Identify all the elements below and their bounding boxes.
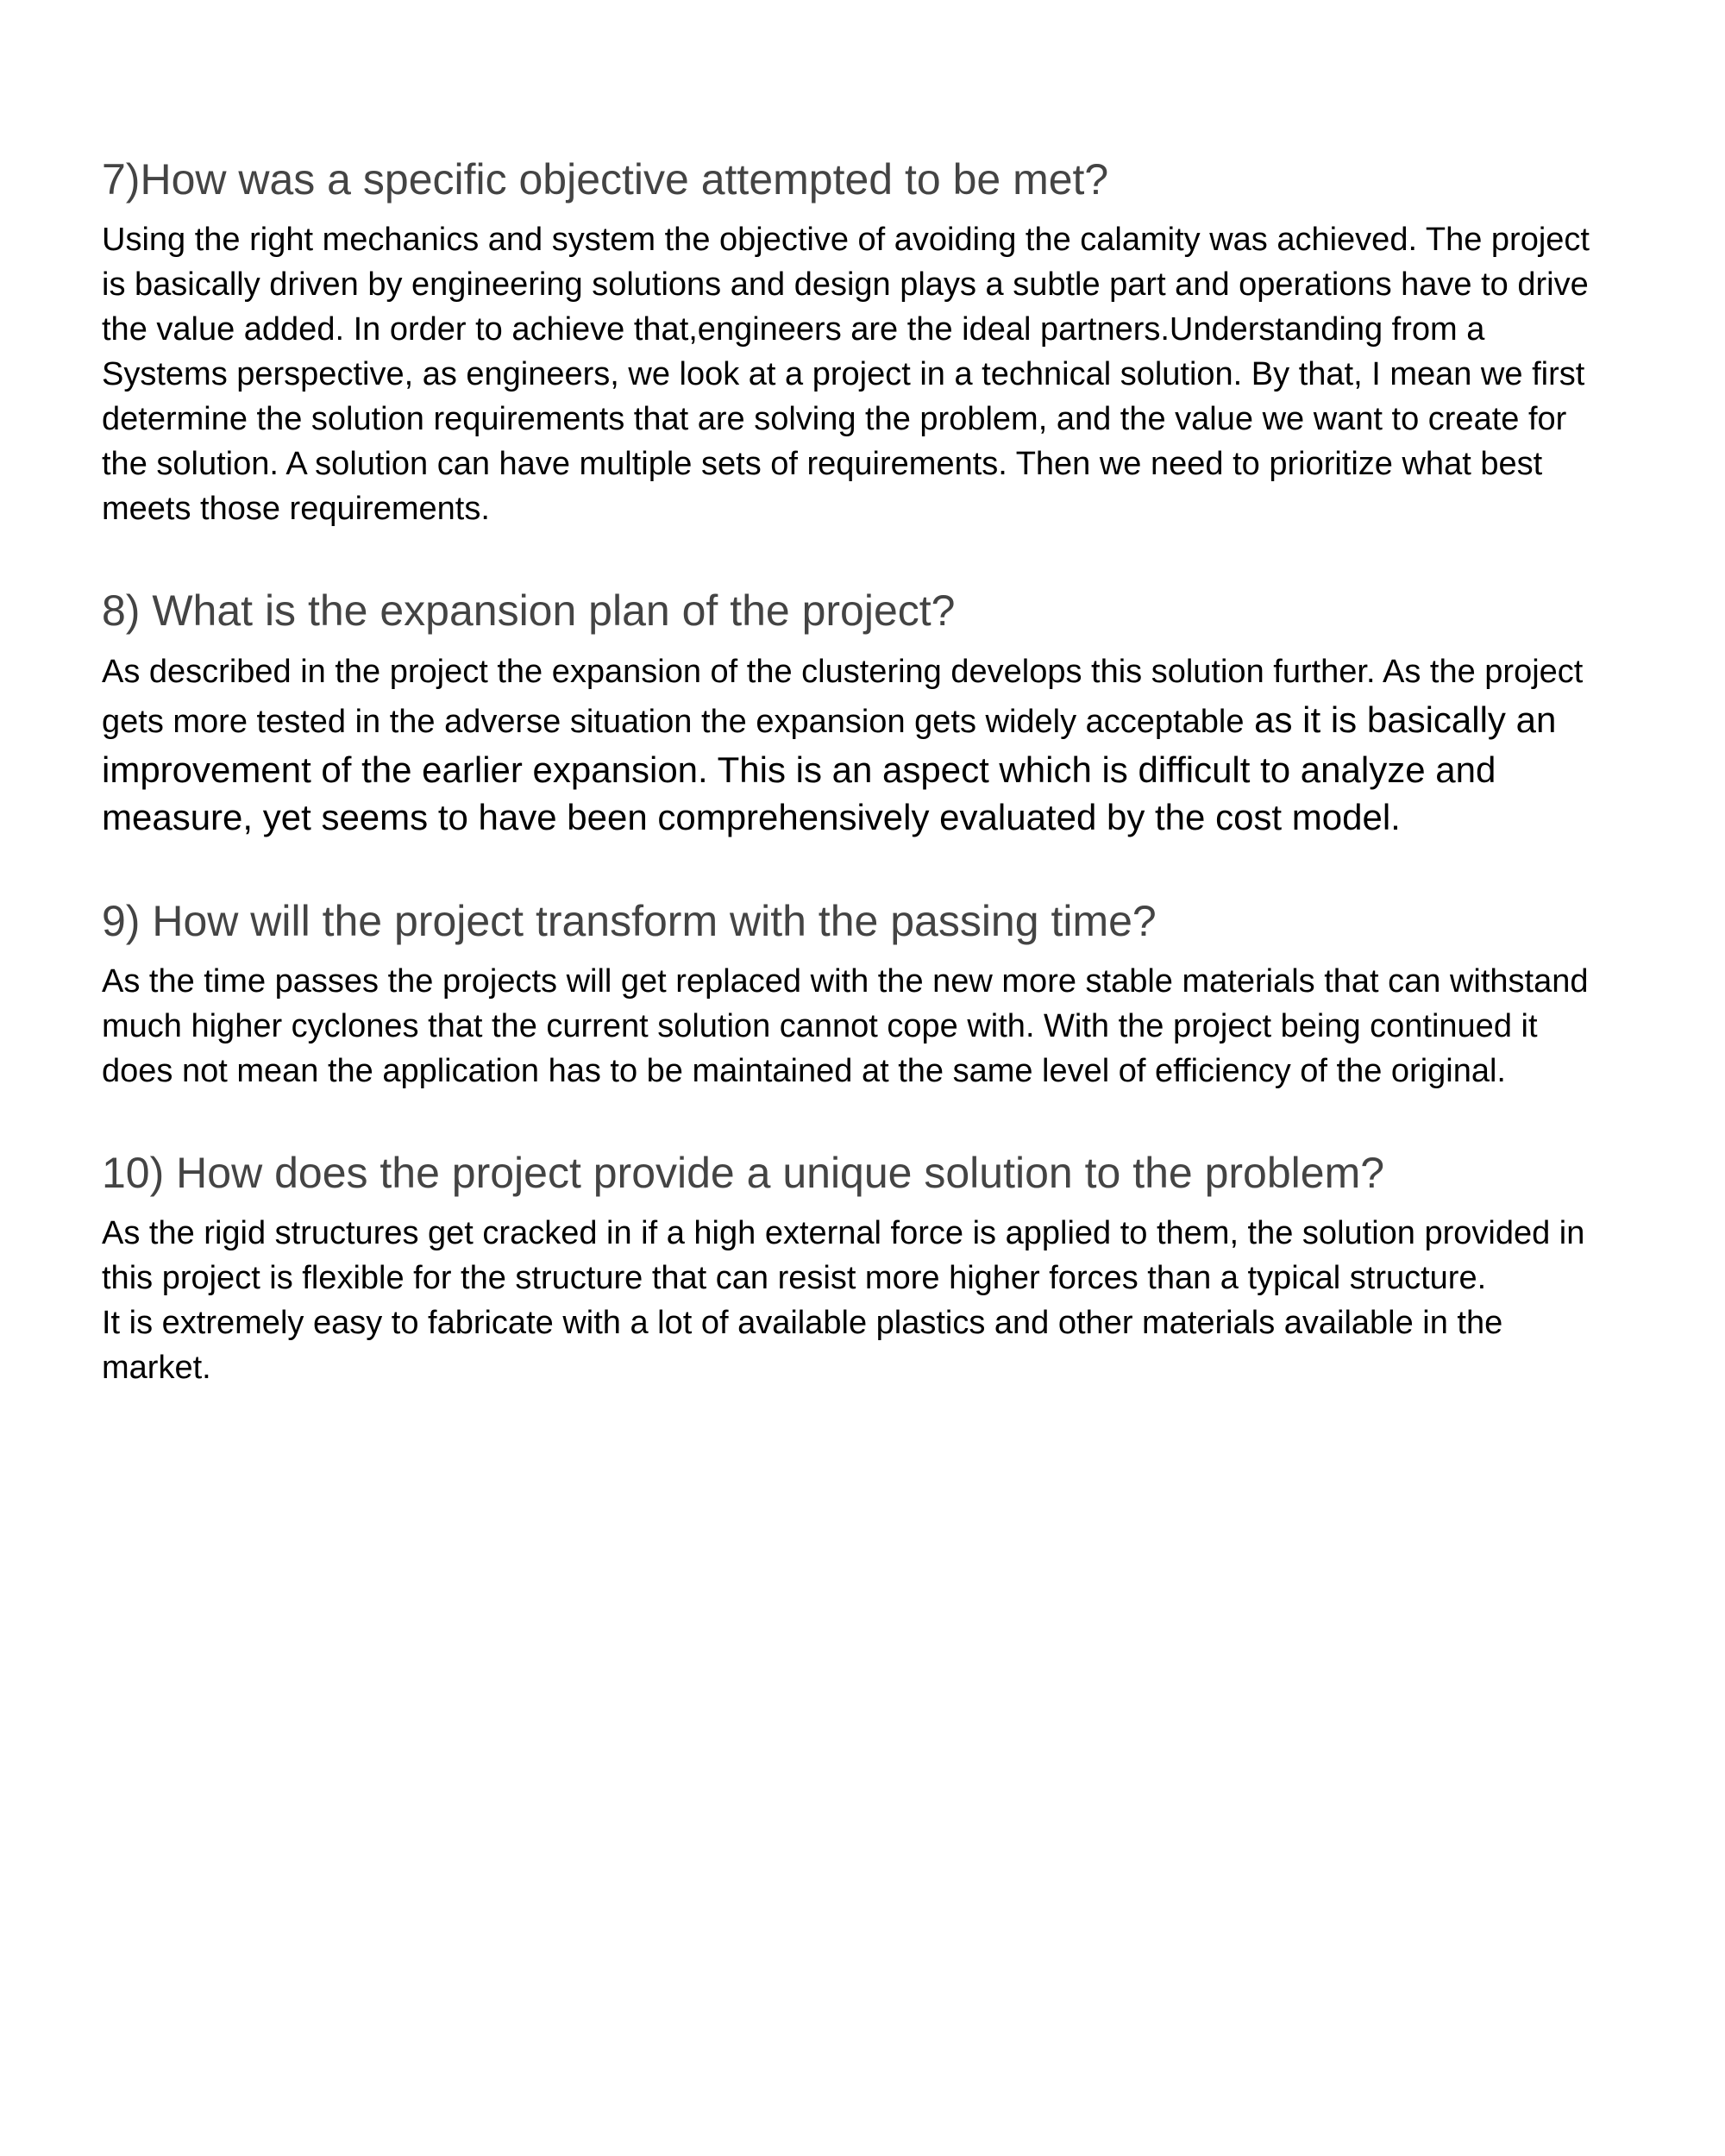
paragraph-line: meets those requirements. (102, 491, 490, 527)
section-7 (102, 154, 1590, 531)
paragraph-line: the value added. In order to achieve that,engineers are the ideal partners.Understanding from a (102, 311, 1485, 348)
section-7-heading: 7)How was a specific objective attempted to be met? (102, 155, 1109, 204)
section-10-heading: 10) How does the project provide a unique solution to the problem? (102, 1149, 1385, 1197)
paragraph-line-part-large: as it is basically an (1244, 699, 1557, 740)
section-10 (102, 1147, 1584, 1390)
paragraph-line (102, 696, 1583, 746)
paragraph-line: is basically driven by engineering solutions and design plays a subtle part and operations have to drive (102, 266, 1589, 303)
paragraph-line: market. (102, 1350, 211, 1386)
paragraph-line: determine the solution requirements that are solving the problem, and the value we want to create for (102, 401, 1567, 437)
section-7-paragraph (102, 217, 1590, 531)
paragraph-line: As the time passes the projects will get replaced with the new more stable materials that can withstand (102, 963, 1589, 1000)
paragraph-line: improvement of the earlier expansion. This is an aspect which is difficult to analyze and (102, 749, 1496, 790)
section-9-heading: 9) How will the project transform with the passing time? (102, 897, 1157, 945)
paragraph-line-part: gets more tested in the adverse situation the expansion gets widely acceptable (102, 704, 1245, 740)
paragraph-line: does not mean the application has to be maintained at the same level of efficiency of the original. (102, 1053, 1506, 1089)
section-8-paragraph (102, 649, 1583, 841)
paragraph-line: this project is flexible for the structure that can resist more higher forces than a typical structure. (102, 1260, 1487, 1296)
paragraph-line: It is extremely easy to fabricate with a lot of available plastics and other materials available in the (102, 1305, 1503, 1341)
section-8 (102, 585, 1583, 841)
section-9-paragraph (102, 959, 1589, 1094)
paragraph-line: Systems perspective, as engineers, we look at a project in a technical solution. By that, I mean we first (102, 356, 1585, 392)
paragraph-line: the solution. A solution can have multiple sets of requirements. Then we need to prioritize what best (102, 446, 1543, 482)
paragraph-line: As described in the project the expansion of the clustering develops this solution further. As the project (102, 654, 1584, 690)
section-10-paragraph (102, 1211, 1584, 1390)
section-9 (102, 895, 1589, 1094)
paragraph-line: Using the right mechanics and system the objective of avoiding the calamity was achieved. The project (102, 222, 1590, 258)
paragraph-line: As the rigid structures get cracked in if a high external force is applied to them, the solution provided in (102, 1215, 1585, 1251)
section-8-heading: 8) What is the expansion plan of the project? (102, 586, 956, 635)
paragraph-line: measure, yet seems to have been comprehensively evaluated by the cost model. (102, 797, 1401, 837)
paragraph-line: much higher cyclones that the current solution cannot cope with. With the project being continued it (102, 1008, 1538, 1044)
